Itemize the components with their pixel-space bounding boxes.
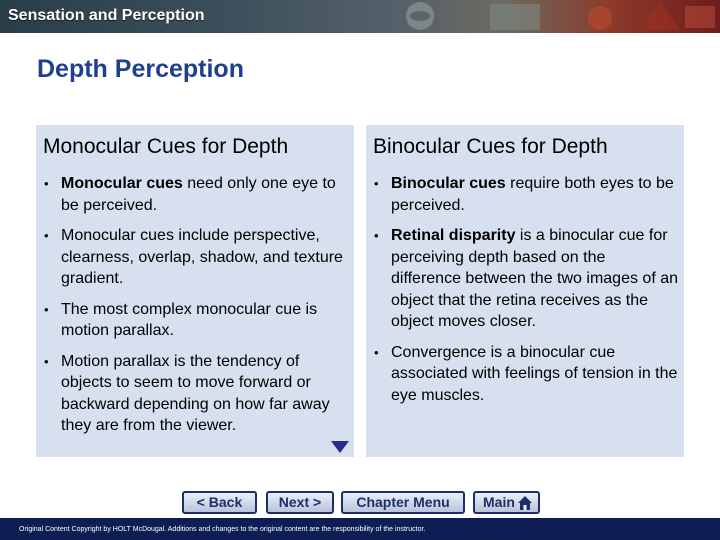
bullet-bold-term: Binocular cues	[391, 175, 506, 192]
monocular-heading: Monocular Cues for Depth	[43, 135, 289, 158]
triangle-down-icon[interactable]	[331, 441, 349, 453]
chapter-menu-button[interactable]: Chapter Menu	[341, 491, 465, 514]
monocular-bullet-list	[42, 173, 348, 446]
list-item	[372, 225, 678, 333]
main-button[interactable]	[473, 491, 540, 514]
list-item	[42, 225, 348, 290]
list-item	[42, 173, 348, 216]
bullet-text: Motion parallax is the tendency of objects to seem to move forward or backward depending on how far away they are from the viewer.	[61, 352, 330, 434]
bullet-text: Monocular cues include perspective, clearness, overlap, shadow, and texture gradient.	[61, 227, 343, 287]
bullet-text: need only one eye to be perceived.	[61, 175, 336, 214]
bullet-bold-term: Retinal disparity	[391, 227, 516, 244]
bullet-bold-term: Monocular cues	[61, 175, 183, 192]
header-bar	[0, 0, 720, 33]
list-item	[372, 173, 678, 216]
binocular-bullet-list	[372, 173, 678, 415]
bullet-icon: •	[374, 344, 379, 360]
bullet-icon: •	[374, 228, 379, 243]
bullet-icon: •	[374, 176, 379, 191]
monocular-panel	[36, 125, 354, 457]
bullet-text: Convergence is a binocular cue associated with feelings of tension in the eye muscles.	[391, 343, 678, 404]
slide-title: Depth Perception	[37, 55, 244, 83]
back-button[interactable]: < Back	[182, 491, 257, 514]
binocular-heading: Binocular Cues for Depth	[373, 135, 608, 158]
home-icon	[517, 495, 533, 511]
header-title: Sensation and Perception	[8, 7, 205, 24]
binocular-panel	[366, 125, 684, 457]
bullet-text: require both eyes to be perceived.	[391, 175, 674, 214]
next-button[interactable]: Next >	[266, 491, 334, 514]
bullet-text: The most complex monocular cue is motion parallax.	[61, 300, 318, 339]
bullet-icon: •	[44, 176, 49, 191]
list-item	[42, 351, 348, 437]
bullet-text: is a binocular cue for perceiving depth based on the difference between the two images of an object that the retina receives as the object moves closer.	[391, 227, 678, 330]
list-item	[372, 342, 678, 407]
bullet-icon: •	[44, 353, 49, 369]
main-button-label: Main	[483, 494, 515, 510]
list-item	[42, 299, 348, 342]
footer-bar	[0, 518, 720, 540]
bullet-icon: •	[44, 228, 49, 243]
copyright-text: Original Content Copyright by HOLT McDougal. Additions and changes to the original content are the responsibility of the instructor.	[19, 526, 426, 533]
bullet-icon: •	[44, 301, 49, 317]
header-decoration-image	[380, 0, 720, 33]
